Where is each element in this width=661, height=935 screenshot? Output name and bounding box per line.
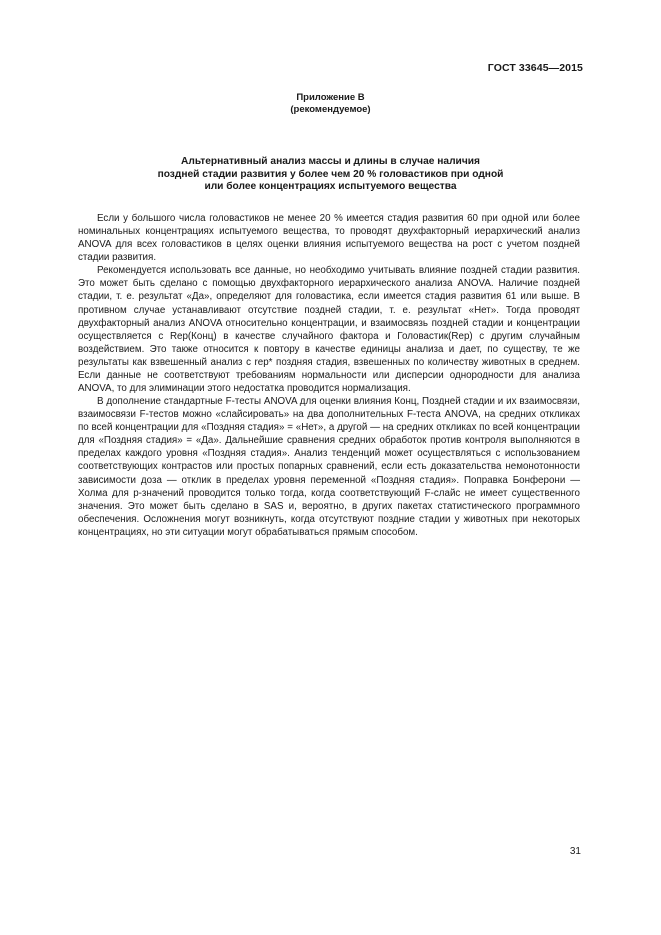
title-line-2: поздней стадии развития у более чем 20 % головастиков при одной xyxy=(157,168,504,180)
appendix-heading xyxy=(0,92,661,116)
paragraph-3: В дополнение стандартные F-тесты ANOVA для оценки влияния Конц, Поздней стадии и их взаимосвязи, взаимосвязи F-тестов можно «слайсировать» на два дополнительных F-теста ANOVA, на средних откликах по всей концентрации для «Поздняя стадия» = «Нет», а другой — на средних откликах по всей концентрации для «Поздняя стадия» = «Да». Дальнейшие сравнения средних обработок против контроля выполняются в пределах каждого уровня «Поздняя стадия». Анализ тенденций может осуществляться с использованием соответствующих контрастов или простых попарных сравнений, если есть доказательства немонотонности зависимости доза — отклик в пределах уровня переменной «Поздняя стадия». Поправка Бонферони — Холма для p-значений проводится только тогда, когда соответствующий F-слайс не имеет существенного значения. Это может быть сделано в SAS и, вероятно, в других пакетах статистического программного обеспечения. Осложнения могут возникнуть, когда отсутствуют поздние стадии у животных при некоторых концентрациях, но эти ситуации могут обрабатываться прямым способом. xyxy=(78,396,580,538)
appendix-status: (рекомендуемое) xyxy=(290,104,371,115)
section-title xyxy=(0,156,661,194)
paragraph-2: Рекомендуется использовать все данные, но необходимо учитывать влияние поздней стадии развития. Это может быть сделано с помощью двухфакторного иерархического анализа ANOVA. Наличие поздней стадии, т. е. результат «Да», определяют для головастика, если имеется стадия развития 61 или выше. В противном случае устанавливают отсутствие поздней стадии, т. е. результат «Нет». Тогда проводят двухфакторный анализ ANOVA относительно концентрации, и взаимосвязь поздней стадии и концентрации осуществляется с Rep(Конц) в качестве случайного фактора и Головастик(Rep) с другим случайным воздействием. Это также относится к повтору в качестве единицы анализа и дает, по существу, те же результаты как взвешенный анализ с rep* поздняя стадия, взвешенных по количеству животных в среднем. Если данные не соответствуют требованиям нормальности или дисперсии однородности для анализа ANOVA, то для элиминации этого недостатка проводится нормализация. xyxy=(78,265,580,395)
title-line-1: Альтернативный анализ массы и длины в случае наличия xyxy=(181,156,480,167)
page-number: 31 xyxy=(569,846,581,857)
body-text xyxy=(78,212,580,539)
paragraph-1: Если у большого числа головастиков не менее 20 % имеется стадия развития 60 при одной или более номинальных концентрациях испытуемого вещества, то проводят двухфакторный иерархический анализ ANOVA для всех головастиков в целях оценки влияния испытуемого вещества на рост с учетом поздней стадии развития. xyxy=(78,213,580,264)
title-line-3: или более концентрациях испытуемого вещества xyxy=(204,181,457,193)
appendix-label: Приложение В xyxy=(296,92,365,103)
document-code: ГОСТ 33645—2015 xyxy=(487,62,583,74)
